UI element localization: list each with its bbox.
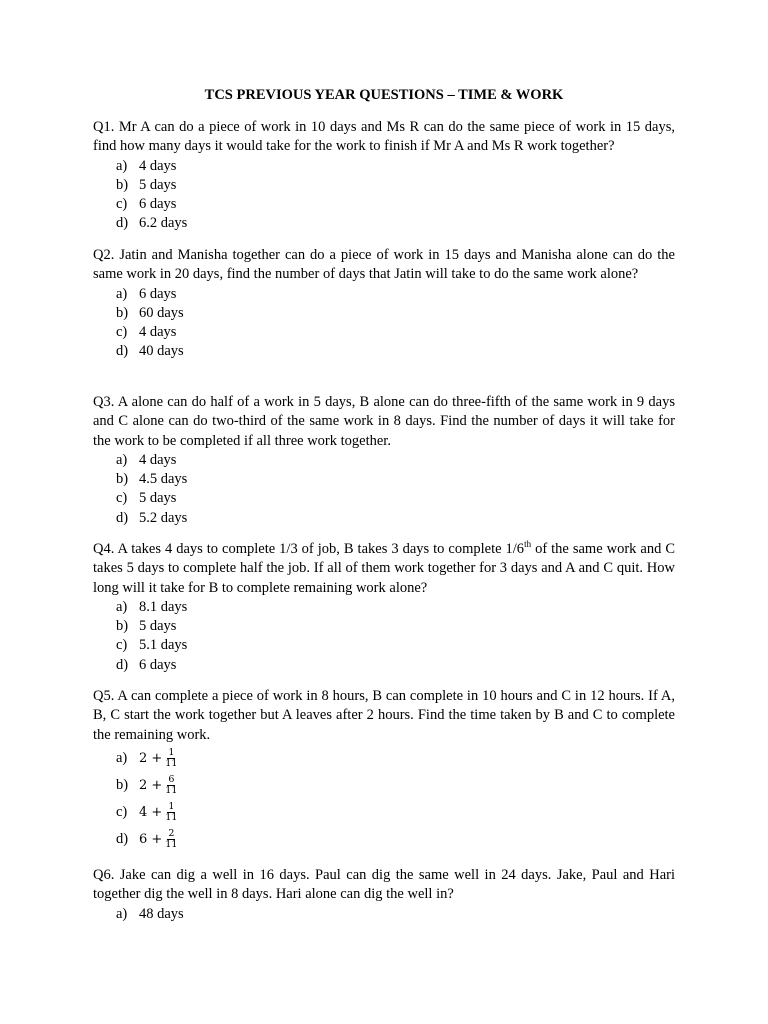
question-text: Q2. Jatin and Manisha together can do a piece of work in 15 days and Manisha alone can do the same work in 20 days, find the number of days that Jatin will take to do the same work alone?	[93, 247, 675, 283]
option-b: b) 60 days	[116, 304, 184, 321]
mixed-fraction: 2 + $\frac{6}{11}$	[139, 773, 178, 796]
mixed-fraction: 6 + $\frac{2}{11}$	[139, 827, 178, 850]
option-c: c) 5 days	[116, 490, 177, 507]
question-text: Q4. A takes 4 days to complete 1/3 of job, B takes 3 days to complete 1/6th of the same work and C takes 5 days to complete half the job. If all of them work together for 3 days and A and C quit. How long will it take for B to complete remaining work alone?	[93, 539, 675, 596]
options-list	[93, 745, 675, 853]
option-c: c) 4 days	[116, 324, 177, 341]
question-text: Q6. Jake can dig a well in 16 days. Paul can dig the same well in 24 days. Jake, Paul and Hari together dig the well in 8 days. Hari alone can dig the well in?	[93, 867, 675, 903]
question-text: Q1. Mr A can do a piece of work in 10 days and Ms R can do the same piece of work in 15 days, find how many days it would take for the work to finish if Mr A and Ms R work together?	[93, 119, 675, 155]
options-list	[93, 157, 675, 234]
option-a: a) 6 days	[116, 285, 177, 302]
question-text: Q5. A can complete a piece of work in 8 hours, B can complete in 10 hours and C in 12 hours. If A, B, C start the work together but A leaves after 2 hours. Find the time taken by B and C to complete the remaining work.	[93, 688, 675, 743]
option-d: d) 6 + $\frac{2}{11}$	[116, 827, 178, 850]
question-2	[93, 246, 675, 362]
option-a: a) 2 + $\frac{1}{11}$	[116, 746, 178, 769]
option-b: b) 4.5 days	[116, 471, 188, 488]
option-a: a) 4 days	[116, 451, 177, 468]
question-1	[93, 118, 675, 234]
option-c: c) 5.1 days	[116, 637, 188, 654]
option-d: d) 40 days	[116, 343, 184, 360]
option-c: c) 6 days	[116, 196, 177, 213]
option-b: b) 5 days	[116, 176, 177, 193]
option-a: a) 48 days	[116, 905, 184, 922]
question-3	[93, 393, 675, 528]
options-list	[93, 451, 675, 528]
option-a: a) 8.1 days	[116, 598, 188, 615]
mixed-fraction: 4 + $\frac{1}{11}$	[139, 800, 178, 823]
option-a: a) 4 days	[116, 157, 177, 174]
option-d: d) 6 days	[116, 656, 177, 673]
option-b: b) 5 days	[116, 618, 177, 635]
option-d: d) 5.2 days	[116, 509, 188, 526]
option-c: c) 4 + $\frac{1}{11}$	[116, 800, 178, 823]
question-5	[93, 687, 675, 853]
page-title: TCS PREVIOUS YEAR QUESTIONS – TIME & WORK	[204, 87, 564, 103]
question-text: Q3. A alone can do half of a work in 5 days, B alone can do three-fifth of the same work in 9 days and C alone can do two-third of the same work in 8 days. Find the number of days it will take for the work to be completed if all three work together.	[93, 394, 675, 449]
options-list	[93, 598, 675, 675]
question-4	[93, 540, 675, 675]
options-list	[93, 905, 675, 924]
options-list	[93, 285, 675, 362]
option-b: b) 2 + $\frac{6}{11}$	[116, 773, 178, 796]
option-d: d) 6.2 days	[116, 215, 188, 232]
mixed-fraction: 2 + $\frac{1}{11}$	[139, 746, 178, 769]
question-6	[93, 866, 675, 924]
